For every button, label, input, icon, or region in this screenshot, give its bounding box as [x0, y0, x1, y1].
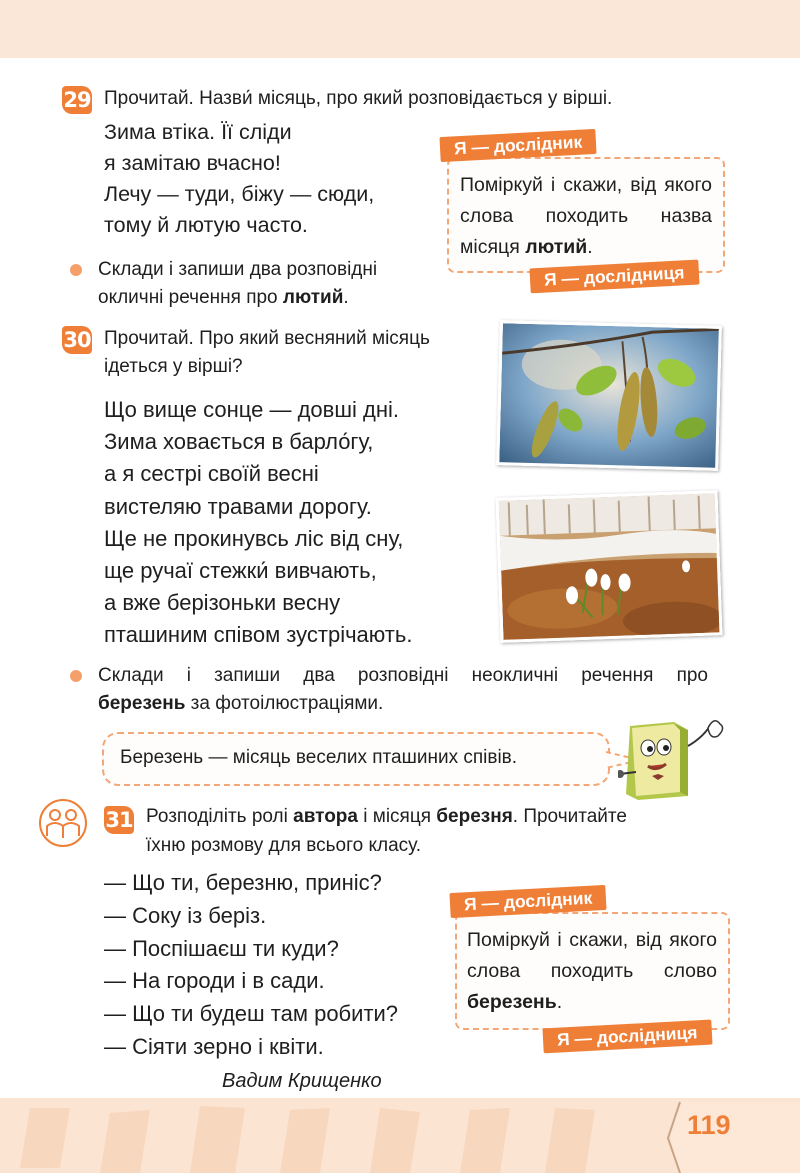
researcher-note-29-text: Поміркуй і скажи, від якого слова походить назва місяця лютий. [460, 174, 712, 258]
poem-line: Лечу — туди, біжу — сюди, [104, 182, 375, 206]
task-29-bullet-line-1: Склади і запиши два розповідні [98, 259, 378, 280]
researcher-tag-boy: Я — дослідник [449, 885, 606, 918]
poem-line: тому й лютую часто. [104, 213, 308, 237]
poem-30 [104, 394, 412, 652]
poem-line: а вже берізоньки весну [104, 590, 341, 616]
researcher-note-31-text: Поміркуй і скажи, від якого слова походить слово березень. [467, 929, 717, 1013]
poem-line: пташиним співом зустрічають. [104, 622, 413, 648]
bullet-icon [70, 670, 82, 682]
task-29-bullet-line-2: окличні речення про лютий. [98, 287, 349, 308]
poem-line: Зима ховається в барло́гу, [104, 429, 374, 455]
task-number-31: 31 [105, 808, 133, 832]
dialogue-line: — Поспішаєш ти куди? [104, 935, 339, 961]
bullet-icon [70, 264, 82, 276]
poem-line: Зима втіка. Її сліди [104, 120, 292, 144]
task-29-instruction: Прочитай. Назви́ місяць, про який розповідається у вірші. [104, 88, 613, 109]
page-number: 119 [687, 1110, 731, 1140]
researcher-tag-girl: Я — дослідниця [542, 1020, 712, 1054]
task-30-instruction-1: Прочитай. Про який весняний місяць [104, 328, 430, 349]
dialogue-line: — Сіяти зерно і квіти. [104, 1033, 324, 1059]
dialogue-line: — Що ти будеш там робити? [104, 1001, 399, 1027]
poem-line: вистеляю травами дорогу. [104, 493, 372, 519]
task-31-instruction-2: їхню розмову для всього класу. [146, 835, 422, 856]
pair-work-icon [38, 798, 88, 848]
birch-catkins-image [499, 323, 722, 471]
poem-line: ще ручаї стежки́ вивчають, [104, 558, 377, 584]
poem-line: а я сестрі своїй весні [104, 461, 319, 487]
poem-line: Ще не прокинувсь ліс від сну, [104, 525, 404, 551]
top-decor-band [0, 0, 800, 58]
dialogue-31 [104, 867, 398, 1064]
dialogue-line: — На городи і в сади. [104, 968, 325, 994]
poem-line: я замітаю вчасно! [104, 151, 281, 175]
bottom-pattern [0, 1098, 800, 1173]
poem-author: Вадим Крищенко [222, 1070, 382, 1092]
dialogue-line: — Що ти, березню, приніс? [104, 870, 382, 895]
photo-snowdrops [496, 490, 723, 643]
bold-word-berezen: березень [467, 991, 557, 1013]
dialogue-line: — Соку із беріз. [104, 902, 267, 928]
bottom-decor-band [0, 1098, 800, 1173]
task-30-bullet-line-1: Склади і запиши два розповідні неокличні речення про [98, 665, 708, 686]
poem-29 [104, 117, 374, 241]
task-30-instruction-2: ідеться у вірші? [104, 356, 243, 377]
task-number-30: 30 [63, 328, 91, 352]
poem-line: Що вище сонце — довші дні. [104, 397, 399, 422]
bold-word-lyutyi: лютий [525, 236, 588, 258]
snowdrops-image [499, 493, 723, 643]
speech-text: Березень — місяць веселих пташиних співів. [120, 747, 518, 768]
researcher-tag-boy: Я — дослідник [439, 129, 596, 162]
task-30-bullet-line-2: березень за фотоілюстраціями. [98, 693, 384, 714]
photo-birch-catkins [496, 320, 722, 471]
task-31-instruction-1: Розподіліть ролі автора і місяця березня. Прочитайте [146, 806, 627, 827]
task-number-29: 29 [63, 88, 91, 112]
book-mascot-icon [618, 714, 730, 800]
researcher-tag-girl: Я — дослідниця [529, 260, 699, 294]
